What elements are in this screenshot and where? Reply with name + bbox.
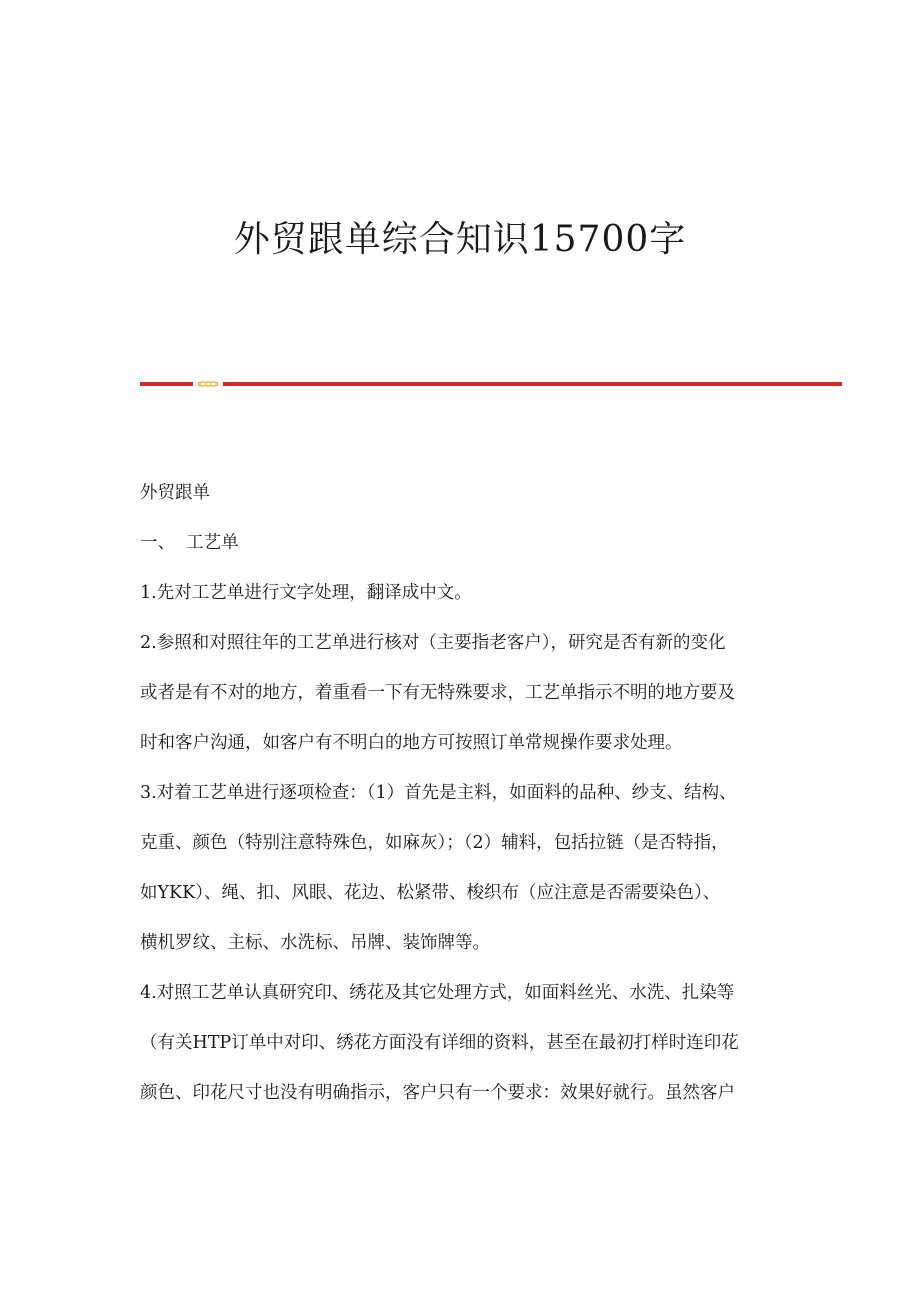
- paragraph-line: 2.参照和对照往年的工艺单进行核对（主要指老客户），研究是否有新的变化: [140, 633, 726, 653]
- paragraph-2: [140, 618, 776, 768]
- title-divider: [140, 380, 842, 388]
- paragraph-line: 克重、颜色（特别注意特殊色，如麻灰）；（2）辅料，包括拉链（是否特指，: [140, 833, 729, 853]
- divider-bar-right: [223, 382, 842, 386]
- paragraph-line: 1.先对工艺单进行文字处理，翻译成中文。: [140, 583, 472, 603]
- paragraph-line: 时和客户沟通，如客户有不明白的地方可按照订单常规操作要求处理。: [140, 733, 683, 753]
- paragraph-line: 3.对着工艺单进行逐项检查：（1）首先是主料，如面料的品种、纱支、结构、: [140, 783, 737, 803]
- section-label: 外贸跟单: [140, 483, 210, 503]
- paragraph-line: 如YKK）、绳、扣、风眼、花边、松紧带、梭织布（应注意是否需要染色）、: [140, 883, 721, 903]
- paragraph-line: （有关HTP订单中对印、绣花方面没有详细的资料，甚至在最初打样时连印花: [140, 1033, 739, 1053]
- paragraph-line: 颜色、印花尺寸也没有明确指示，客户只有一个要求：效果好就行。虽然客户: [140, 1083, 735, 1103]
- paragraph-4: [140, 968, 776, 1118]
- paragraph-3: [140, 768, 776, 968]
- document-body: [140, 468, 776, 1118]
- paragraph-line: 4.对照工艺单认真研究印、绣花及其它处理方式，如面料丝光、水洗、扎染等: [140, 983, 735, 1003]
- heading-craft-sheet: 一、 工艺单: [140, 533, 239, 553]
- divider-ornament-icon: [197, 380, 219, 388]
- paragraph-1: [140, 568, 776, 618]
- paragraph-line: 或者是有不对的地方，着重看一下有无特殊要求，工艺单指示不明的地方要及: [140, 683, 735, 703]
- divider-bar-left: [140, 382, 193, 386]
- document-title: 外贸跟单综合知识15700字: [233, 219, 687, 260]
- paragraph-line: 横机罗纹、主标、水洗标、吊牌、装饰牌等。: [140, 933, 490, 953]
